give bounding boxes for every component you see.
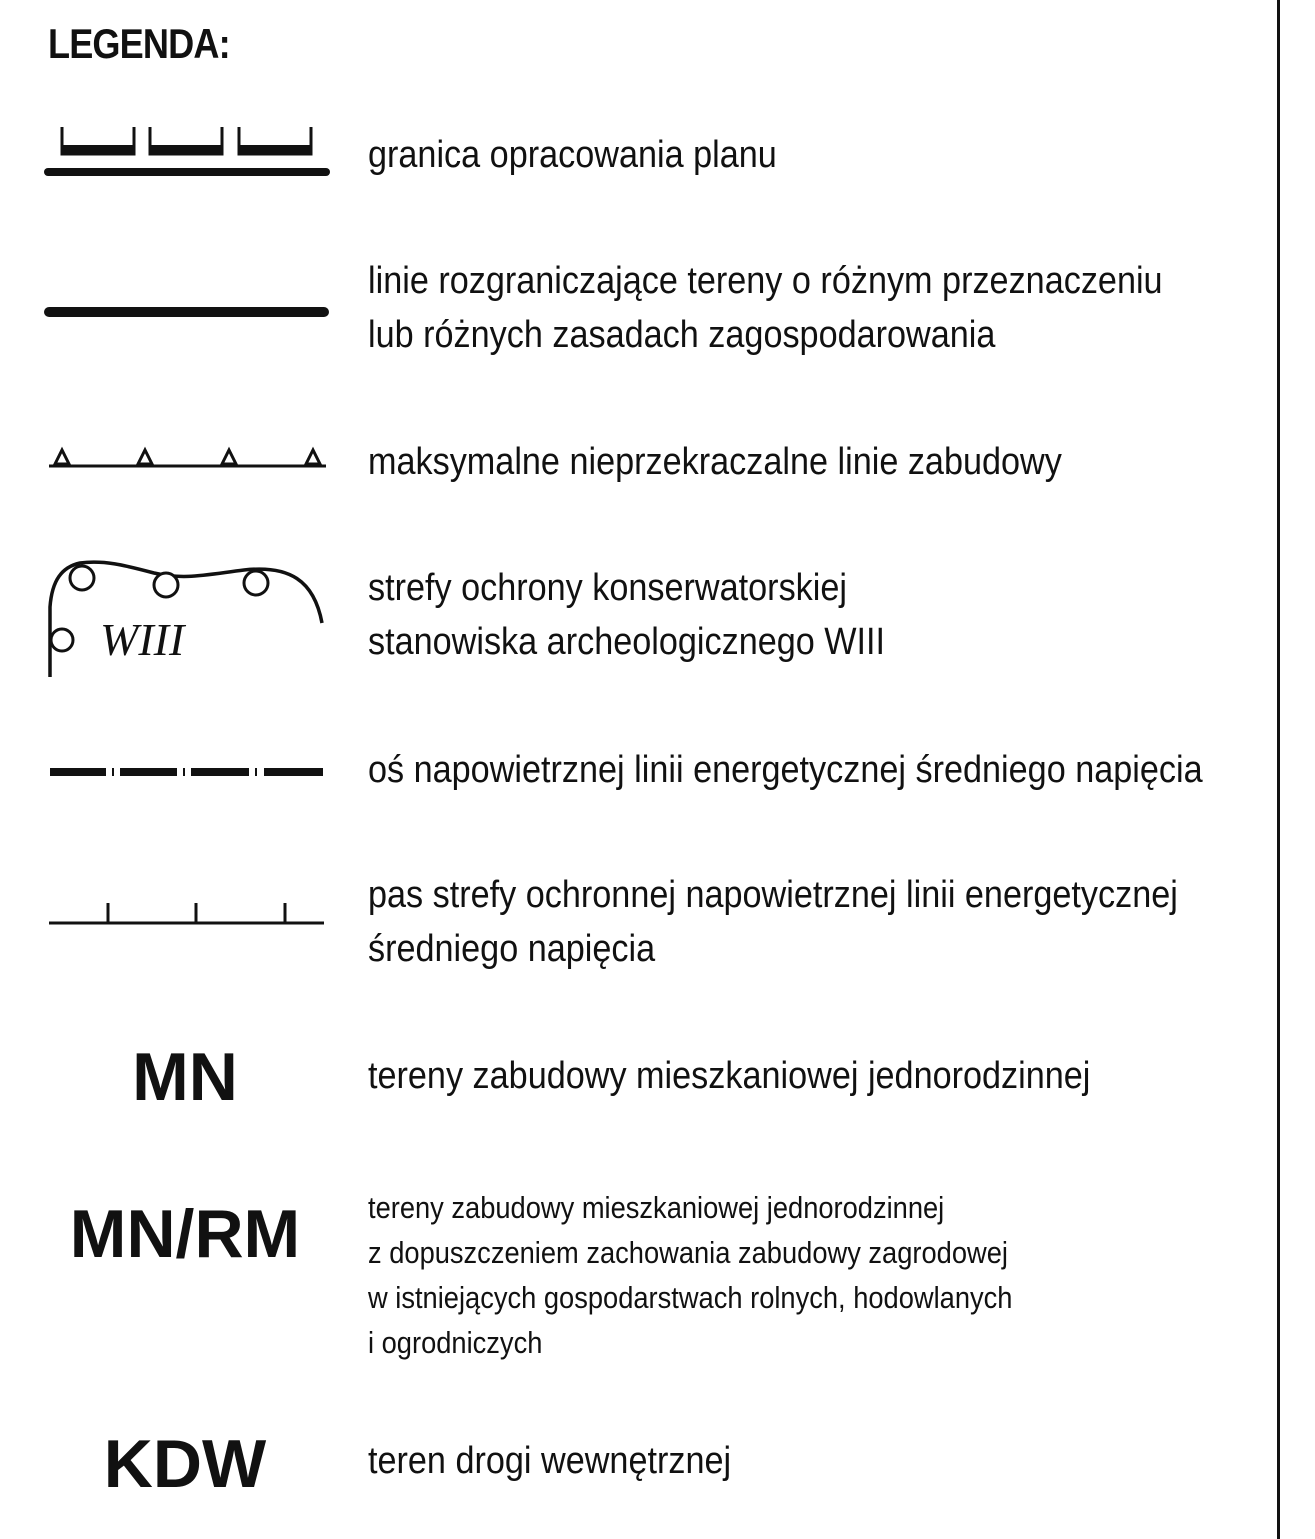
legend-item-label: oś napowietrznej linii energetycznej średniego napięcia: [368, 749, 1203, 791]
legend-title: LEGENDA:: [48, 20, 230, 67]
demarcation-line-symbol: [44, 302, 334, 322]
legend-item-label: tereny zabudowy mieszkaniowej jednorodzinnej: [368, 1055, 1091, 1097]
plan-boundary-symbol: [44, 122, 334, 182]
legend-item-label: granica opracowania planu: [368, 134, 777, 176]
legend-item-label: tereny zabudowy mieszkaniowej jednorodzinnej z dopuszczeniem zachowania zabudowy zagrodowej w istniejących gospodarstwach rolnych, hodowlanych i ogrodniczych: [368, 1190, 1013, 1360]
legend-item-label: maksymalne nieprzekraczalne linie zabudowy: [368, 441, 1062, 483]
legend-item-label: strefy ochrony konserwatorskiej stanowiska archeologicznego WIII: [368, 567, 886, 663]
legend-item-label: pas strefy ochronnej napowietrznej linii energetycznej średniego napięcia: [368, 874, 1178, 970]
zone-code-text: WIII: [100, 614, 185, 665]
zone-code-mn: MN: [132, 1039, 238, 1115]
legend-item-label: linie rozgraniczające tereny o różnym przeznaczeniu lub różnych zasadach zagospodarowania: [368, 260, 1163, 356]
building-line-symbol: [44, 440, 334, 476]
legend-item-label: teren drogi wewnętrznej: [368, 1440, 732, 1482]
protection-strip-symbol: [44, 895, 334, 931]
power-line-axis-symbol: [44, 762, 334, 782]
conservation-zone-symbol: [44, 555, 334, 685]
frame-border-line: [1277, 0, 1280, 1539]
zone-code-kdw: KDW: [103, 1426, 267, 1502]
zone-code-mn-rm: MN/RM: [69, 1196, 301, 1272]
